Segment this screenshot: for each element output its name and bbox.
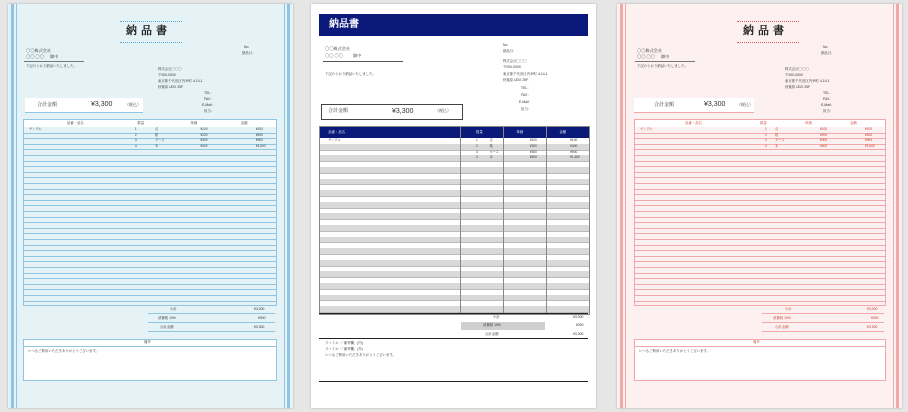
item-price: ¥200 xyxy=(200,132,208,137)
footer-note-1: ファイル・「備考欄」(内) xyxy=(325,341,363,345)
item-unit: 点 xyxy=(489,138,493,142)
item-amount: ¥400 xyxy=(865,132,873,137)
greeting-text: 下記のとおり納品いたしました。 xyxy=(26,64,77,68)
summary-top-rule xyxy=(319,313,588,314)
item-amount: ¥900 xyxy=(865,138,873,143)
table-header xyxy=(635,120,885,127)
tax-note: （税込） xyxy=(125,102,141,107)
item-qty: 2 xyxy=(134,132,137,137)
sender-company: 株式会社〇〇〇 xyxy=(503,59,527,63)
sender-address1: 東京都千代田区内幸町 4-14-1 xyxy=(785,79,830,83)
right-border-stripe-thin xyxy=(284,4,285,408)
grand-total-label: 合計金額 xyxy=(775,325,789,329)
sender-address2: 秋葉原 UDX 25F xyxy=(158,85,184,89)
greeting-text: 下記のとおり納品いたしました。 xyxy=(325,72,376,76)
summary-divider-1 xyxy=(148,313,275,314)
item-amount: ¥400 xyxy=(570,143,578,148)
right-border-stripe xyxy=(287,4,290,408)
remarks-box[interactable] xyxy=(634,339,886,381)
table-header xyxy=(24,120,276,127)
invoice-number-label: No. xyxy=(244,45,250,49)
item-amount: ¥100 xyxy=(570,138,578,142)
column-header: 単価 xyxy=(516,129,524,134)
invoice-number-label: No. xyxy=(503,43,509,47)
column-header: 単価 xyxy=(805,120,812,125)
items-table xyxy=(634,119,886,306)
tax-row-shade xyxy=(461,322,545,330)
remarks-text: いつもご利用いただきありがとうございます。 xyxy=(28,349,99,353)
item-name: サンプル xyxy=(29,127,42,131)
sender-contact: 担当： xyxy=(823,109,834,113)
sender-fax: FAX： xyxy=(823,97,833,101)
sender-email: E-Mail： xyxy=(821,103,834,107)
tax-label: 消費税 10% xyxy=(483,323,501,327)
left-border-stripe-thin xyxy=(16,4,17,408)
item-qty: 3 xyxy=(134,138,137,143)
item-unit: 本 xyxy=(155,143,159,148)
greeting-text: 下記のとおり納品いたしました。 xyxy=(637,64,688,68)
grand-total-value: ¥3,300 xyxy=(867,325,878,329)
sender-postal: 〒000-0000 xyxy=(158,73,176,77)
item-price: ¥300 xyxy=(200,138,208,143)
document-title: 納品書 xyxy=(743,25,788,37)
summary-bottom-rule xyxy=(319,338,588,339)
table-row xyxy=(320,306,589,313)
item-qty: 1 xyxy=(476,138,478,142)
item-unit: ダース xyxy=(155,138,165,143)
column-header: 金額 xyxy=(559,129,567,134)
subtotal-value: ¥3,000 xyxy=(573,315,584,319)
tax-value: ¥300 xyxy=(871,316,879,320)
recipient-person: 〇〇 〇〇 xyxy=(325,53,343,58)
summary-divider-3 xyxy=(148,331,275,332)
sender-postal: 〒000-0000 xyxy=(503,65,521,69)
title-ornament-bottom xyxy=(737,42,799,44)
summary-divider-3 xyxy=(762,331,884,332)
column-divider xyxy=(546,127,547,314)
grand-total-value: ¥3,300 xyxy=(254,325,265,329)
item-qty: 2 xyxy=(476,143,478,148)
sender-fax: FAX： xyxy=(521,93,531,97)
tax-note: （税込） xyxy=(435,108,451,113)
sender-tel: TEL： xyxy=(823,91,833,95)
sender-company: 株式会社〇〇〇 xyxy=(785,67,809,71)
item-unit: 箱 xyxy=(155,132,159,137)
item-price: ¥400 xyxy=(529,155,537,160)
recipient-underline xyxy=(323,61,403,62)
item-price: ¥300 xyxy=(820,138,828,143)
summary-divider-2 xyxy=(148,322,275,323)
tax-label: 消費税 10% xyxy=(773,316,791,320)
item-amount: ¥100 xyxy=(865,127,873,131)
column-header: 数量 xyxy=(137,120,145,125)
sender-tel: TEL： xyxy=(521,86,531,90)
total-amount-box xyxy=(634,98,754,113)
sender-address2: 秋葉原 UDX 25F xyxy=(785,85,811,89)
recipient-person: 〇〇 〇〇 xyxy=(637,54,655,59)
invoice-template-pink[interactable] xyxy=(617,4,902,408)
delivery-date-label: 納品日： xyxy=(821,51,835,55)
sender-postal: 〒000-0000 xyxy=(785,73,803,77)
item-amount: ¥1,600 xyxy=(570,155,580,160)
total-label: 合計金額 xyxy=(37,102,58,108)
remarks-text: いつもご利用いただきありがとうございます。 xyxy=(639,349,710,353)
column-header: 数量 xyxy=(476,129,483,134)
item-unit: 本 xyxy=(489,155,493,160)
recipient-underline xyxy=(635,61,695,62)
recipient-person: 〇〇 〇〇 xyxy=(26,54,44,59)
item-unit: 本 xyxy=(775,143,779,148)
delivery-date-label: 納品日： xyxy=(503,49,517,53)
total-amount-box xyxy=(25,98,143,113)
item-qty: 4 xyxy=(765,143,767,148)
item-qty: 1 xyxy=(765,127,767,131)
total-label: 合計金額 xyxy=(328,108,349,114)
item-price: ¥400 xyxy=(200,143,208,148)
item-amount: ¥1,600 xyxy=(255,143,266,148)
items-table xyxy=(319,126,590,315)
tax-note: （税込） xyxy=(737,102,753,107)
sender-email: E-Mail： xyxy=(519,100,532,104)
footer-note-2: ファイル・「備考欄」(外) xyxy=(325,347,363,351)
item-name: サンプル xyxy=(640,127,653,131)
item-qty: 2 xyxy=(765,132,767,137)
item-amount: ¥100 xyxy=(255,127,263,131)
sender-address1: 東京都千代田区内幸町 4-14-1 xyxy=(158,79,203,83)
column-header: 数量 xyxy=(760,120,767,125)
item-name: サンプル xyxy=(328,138,341,142)
column-header: 品番・品名 xyxy=(685,120,702,125)
item-qty: 1 xyxy=(134,127,137,131)
summary-divider-1 xyxy=(762,313,884,314)
table-header xyxy=(320,127,589,138)
honorific: 御中 xyxy=(50,54,59,59)
remarks-box[interactable] xyxy=(23,339,277,381)
left-border-stripe xyxy=(620,4,623,408)
title-banner xyxy=(319,14,588,36)
recipient-company: 〇〇株式会社 xyxy=(325,46,351,51)
sender-address1: 東京都千代田区内幸町 4-14-1 xyxy=(503,72,548,76)
sender-address2: 秋葉原 UDX 25F xyxy=(503,78,529,82)
subtotal-label: 小計 xyxy=(170,307,177,311)
title-ornament-top xyxy=(737,21,799,23)
total-value: ¥3,300 xyxy=(704,101,726,108)
item-amount: ¥1,600 xyxy=(865,143,875,148)
recipient-company: 〇〇株式会社 xyxy=(26,48,52,53)
item-price: ¥400 xyxy=(820,143,828,148)
remarks-header xyxy=(24,340,276,347)
left-border-stripe-thin xyxy=(625,4,626,408)
item-amount: ¥900 xyxy=(255,138,263,143)
grand-total-value: ¥3,300 xyxy=(573,332,584,336)
invoice-number-label: No. xyxy=(823,45,829,49)
column-header: 金額 xyxy=(850,120,857,125)
total-value: ¥3,300 xyxy=(91,101,113,108)
column-header: 単価 xyxy=(190,120,198,125)
footer-rule xyxy=(319,381,588,382)
footer-note-3: いつもご利用いただきありがとうございます。 xyxy=(325,353,396,357)
item-price: ¥200 xyxy=(529,143,537,148)
item-price: ¥300 xyxy=(529,149,537,154)
item-price: ¥100 xyxy=(529,138,537,142)
left-border-stripe xyxy=(11,4,14,408)
table-row xyxy=(635,295,885,302)
item-qty: 3 xyxy=(476,149,478,154)
item-price: ¥200 xyxy=(820,132,828,137)
summary-divider-2 xyxy=(762,322,884,323)
item-qty: 3 xyxy=(765,138,767,143)
column-divider xyxy=(503,127,504,314)
tax-value: ¥300 xyxy=(576,323,584,327)
right-border-stripe xyxy=(896,4,899,408)
grand-total-label: 合計金額 xyxy=(160,325,174,329)
total-label: 合計金額 xyxy=(654,102,675,108)
sender-company: 株式会社〇〇〇 xyxy=(158,67,182,71)
invoice-template-blue[interactable] xyxy=(8,4,293,408)
item-unit: ダース xyxy=(489,149,499,154)
sender-tel: TEL： xyxy=(204,91,214,95)
sender-contact: 担当： xyxy=(521,107,532,111)
item-qty: 4 xyxy=(134,143,137,148)
item-amount: ¥400 xyxy=(255,132,263,137)
tax-value: ¥300 xyxy=(258,316,266,320)
item-amount: ¥900 xyxy=(570,149,578,154)
right-border-stripe-thin xyxy=(893,4,894,408)
item-unit: ダース xyxy=(775,138,785,143)
item-price: ¥100 xyxy=(820,127,828,131)
total-value: ¥3,300 xyxy=(392,108,414,115)
item-unit: 箱 xyxy=(489,143,493,148)
remarks-label: 備考 xyxy=(753,340,760,344)
invoice-template-navy[interactable] xyxy=(311,4,596,408)
recipient-underline xyxy=(24,61,84,62)
column-divider xyxy=(460,127,461,314)
recipient-company: 〇〇株式会社 xyxy=(637,48,663,53)
remarks-header xyxy=(635,340,885,347)
column-header: 金額 xyxy=(240,120,248,125)
table-row xyxy=(24,295,276,302)
sender-email: E-Mail： xyxy=(202,103,215,107)
title-ornament-bottom xyxy=(120,42,182,44)
document-title: 納品書 xyxy=(329,19,359,30)
honorific: 御中 xyxy=(353,53,362,58)
remarks-label: 備考 xyxy=(144,340,151,344)
honorific: 御中 xyxy=(661,54,670,59)
item-unit: 点 xyxy=(775,127,779,131)
subtotal-value: ¥3,000 xyxy=(867,307,878,311)
item-price: ¥100 xyxy=(200,127,208,131)
column-header: 品番・品名 xyxy=(328,129,346,134)
item-unit: 点 xyxy=(155,127,159,131)
total-amount-box xyxy=(321,104,463,120)
subtotal-value: ¥3,000 xyxy=(254,307,265,311)
title-ornament-top xyxy=(120,21,182,23)
subtotal-label: 小計 xyxy=(493,315,500,319)
sender-contact: 担当： xyxy=(204,109,215,113)
tax-label: 消費税 10% xyxy=(158,316,176,320)
items-table xyxy=(23,119,277,306)
document-title: 納品書 xyxy=(126,25,171,37)
subtotal-label: 小計 xyxy=(785,307,792,311)
sender-fax: FAX： xyxy=(204,97,214,101)
item-qty: 4 xyxy=(476,155,478,160)
column-header: 品番・品名 xyxy=(66,120,84,125)
item-unit: 箱 xyxy=(775,132,779,137)
grand-total-label: 合計金額 xyxy=(485,332,499,336)
delivery-date-label: 納品日： xyxy=(242,51,256,55)
